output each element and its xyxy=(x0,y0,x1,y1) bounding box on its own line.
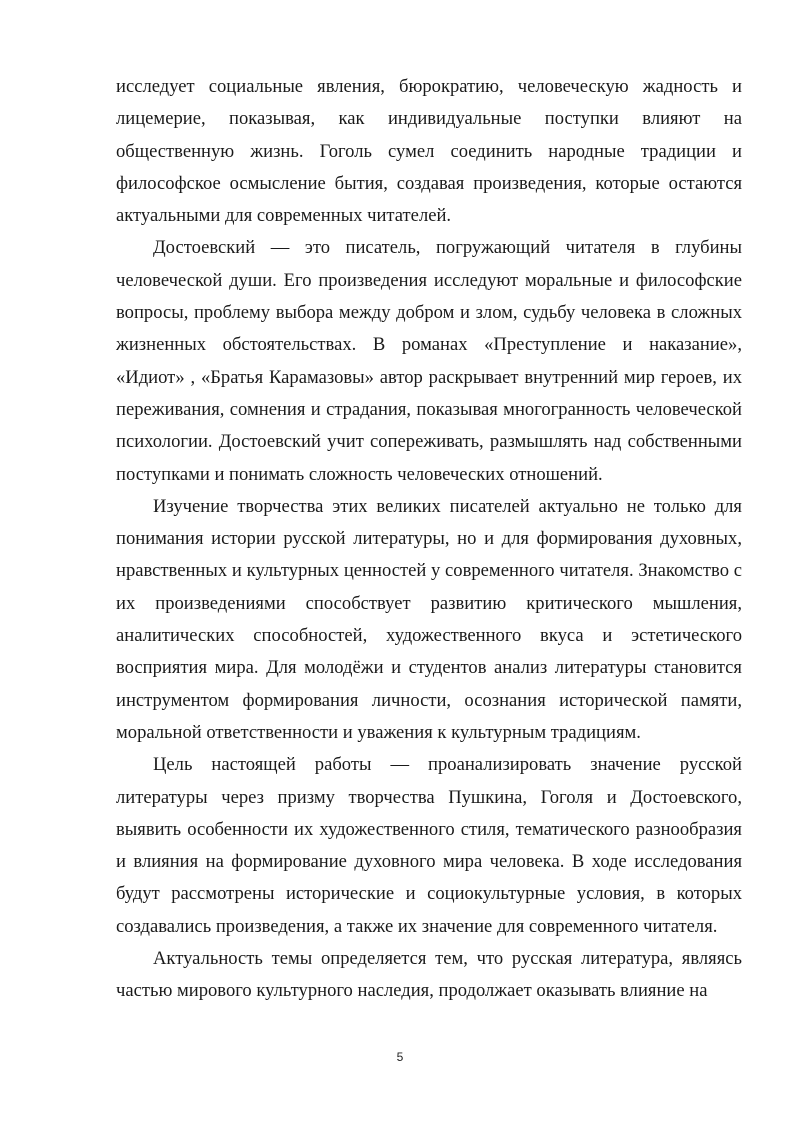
body-text xyxy=(116,71,742,1008)
paragraph-study-relevance: Изучение творчества этих великих писателей актуально не только для понимания истории русской литературы, но и для формирования духовных, нравственных и культурных ценностей у современного читателя. Знакомство с их произведениями способствует развитию критического мышления, аналитических способностей, художественного вкуса и эстетического восприятия мира. Для молодёжи и студентов анализ литературы становится инструментом формирования личности, осознания исторической памяти, моральной ответственности и уважения к культурным традициям. xyxy=(116,495,742,743)
paragraph-work-goal: Цель настоящей работы — проанализировать значение русской литературы через призму творчества Пушкина, Гоголя и Достоевского, выявить особенности их художественного стиля, тематического разнообразия и влияния на формирование духовного мира человека. В ходе исследования будут рассмотрены исторические и социокультурные условия, в которых создавались произведения, а также их значение для современного читателя. xyxy=(116,754,742,937)
paragraph-topic-actuality: Актуальность темы определяется тем, что русская литература, являясь частью мирового культурного наследия, продолжает оказывать влияние на xyxy=(116,948,742,1002)
paragraph-dostoevsky: Достоевский — это писатель, погружающий читателя в глубины человеческой души. Его произведения исследуют моральные и философские вопросы, проблему выбора между добром и злом, судьбу человека в сложных жизненных обстоятельствах. В романах «Преступление и наказание», «Идиот» , «Братья Карамазовы» автор раскрывает внутренний мир героев, их переживания, сомнения и страдания, показывая многогранность человеческой психологии. Достоевский учит сопереживать, размышлять над собственными поступками и понимать сложность человеческих отношений. xyxy=(116,237,742,485)
paragraph-gogol-continuation: исследует социальные явления, бюрократию, человеческую жадность и лицемерие, показывая, как индивидуальные поступки влияют на общественную жизнь. Гоголь сумел соединить народные традиции и философское осмысление бытия, создавая произведения, которые остаются актуальными для современных читателей. xyxy=(116,76,742,227)
page-number: 5 xyxy=(396,1050,404,1064)
